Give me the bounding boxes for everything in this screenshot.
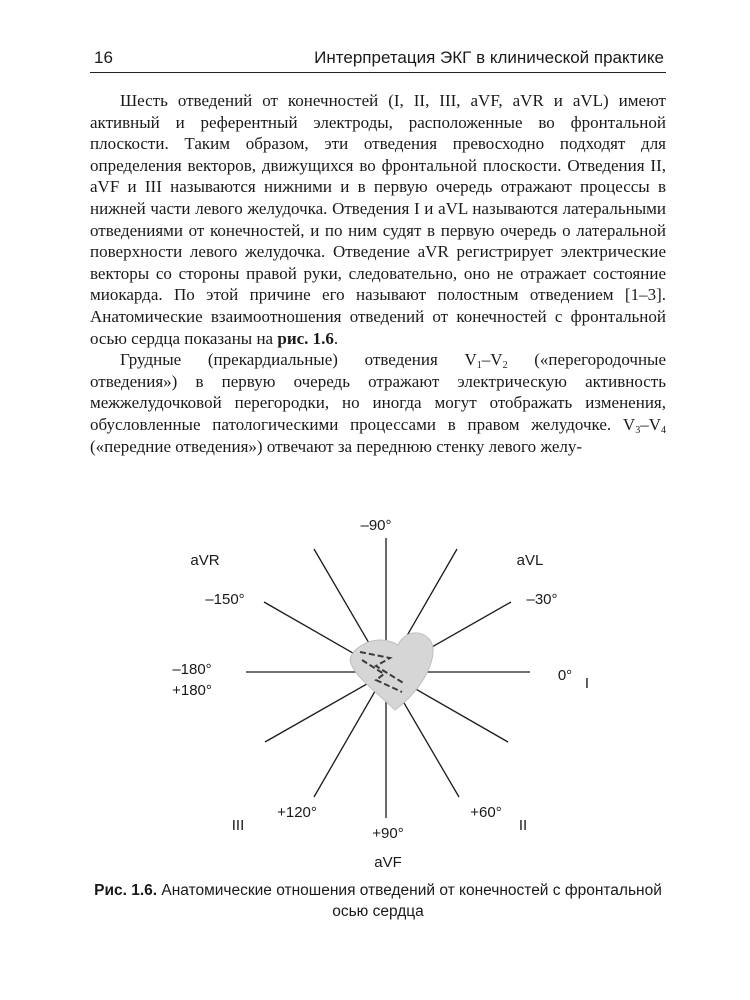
subscript: 1 (476, 360, 482, 372)
figure-reference: рис. 1.6 (277, 328, 334, 348)
caption-label: Рис. 1.6. (94, 882, 158, 899)
caption-text: Анатомические отношения отведений от конечностей с фронтальной осью сердца (157, 882, 662, 920)
paragraph-end: . (333, 328, 339, 348)
hexaxial-diagram (0, 500, 750, 880)
lead-i: I (584, 675, 590, 692)
paragraph-limb-leads (90, 90, 666, 349)
page-header (90, 44, 666, 73)
text-run: Грудные (прекардиальные) отведения V (120, 350, 477, 370)
subscript: 2 (502, 360, 508, 372)
lead-iii: III (231, 817, 245, 834)
angle-zero: 0° (557, 667, 573, 684)
heart-shape (350, 633, 433, 710)
text-run: –V (481, 350, 503, 370)
text-run: –V (640, 414, 661, 434)
lead-avr: aVR (190, 552, 220, 569)
page-number: 16 (94, 48, 113, 67)
lead-avf: aVF (374, 854, 402, 871)
lead-avl: aVL (516, 552, 544, 569)
angle-minus30: –30° (526, 591, 558, 608)
angle-minus180: –180° (172, 661, 212, 678)
angle-minus90: –90° (360, 517, 392, 534)
text-run: («передние отведения») отвечают за переднюю стенку левого желу- (90, 436, 583, 456)
angle-plus180: +180° (172, 682, 212, 699)
paragraph-text: Шесть отведений от конечностей (I, II, III, aVF, aVR и aVL) имеют активный и референтный электроды, расположенные во фронтальной плоскости. Таким образом, эти отведения превосходно подходят для определения векторов, движущихся во фронтальной плоскости. Отведения II, aVF и III называются нижними и в первую очередь отражают процессы в нижней части левого желудочка. Отведения I и aVL называются латеральными отведениями от конечностей, и по ним судят в первую очередь о латеральной поверхности левого желудочка. Отведение aVR регистрирует электрические векторы со стороны правой руки, следовательно, оно не отражает состояние миокарда. По этой причине его называют полостным отведением [1–3]. Анатомические взаимоотношения отведений от конечностей с фронтальной осью сердца показаны на (90, 91, 666, 348)
running-title: Интерпретация ЭКГ в клинической практике (314, 48, 664, 67)
angle-minus150: –150° (205, 591, 245, 608)
lead-ii: II (518, 817, 528, 834)
hexaxial-figure (0, 500, 750, 880)
subscript: 3 (635, 424, 641, 436)
angle-plus120: +120° (277, 804, 317, 821)
body-text (90, 90, 666, 457)
paragraph-chest-leads (90, 349, 666, 457)
angle-plus60: +60° (470, 804, 502, 821)
text-run: («перегородочные отведения») в первую очередь отражают электрическую активность межжелудочковой перегородки, но иногда могут отображать изменения, обусловленные патологическими процессами в правом желудочке. V (90, 350, 667, 434)
subscript: 4 (661, 424, 666, 436)
angle-plus90: +90° (372, 825, 404, 842)
figure-caption (90, 880, 666, 922)
